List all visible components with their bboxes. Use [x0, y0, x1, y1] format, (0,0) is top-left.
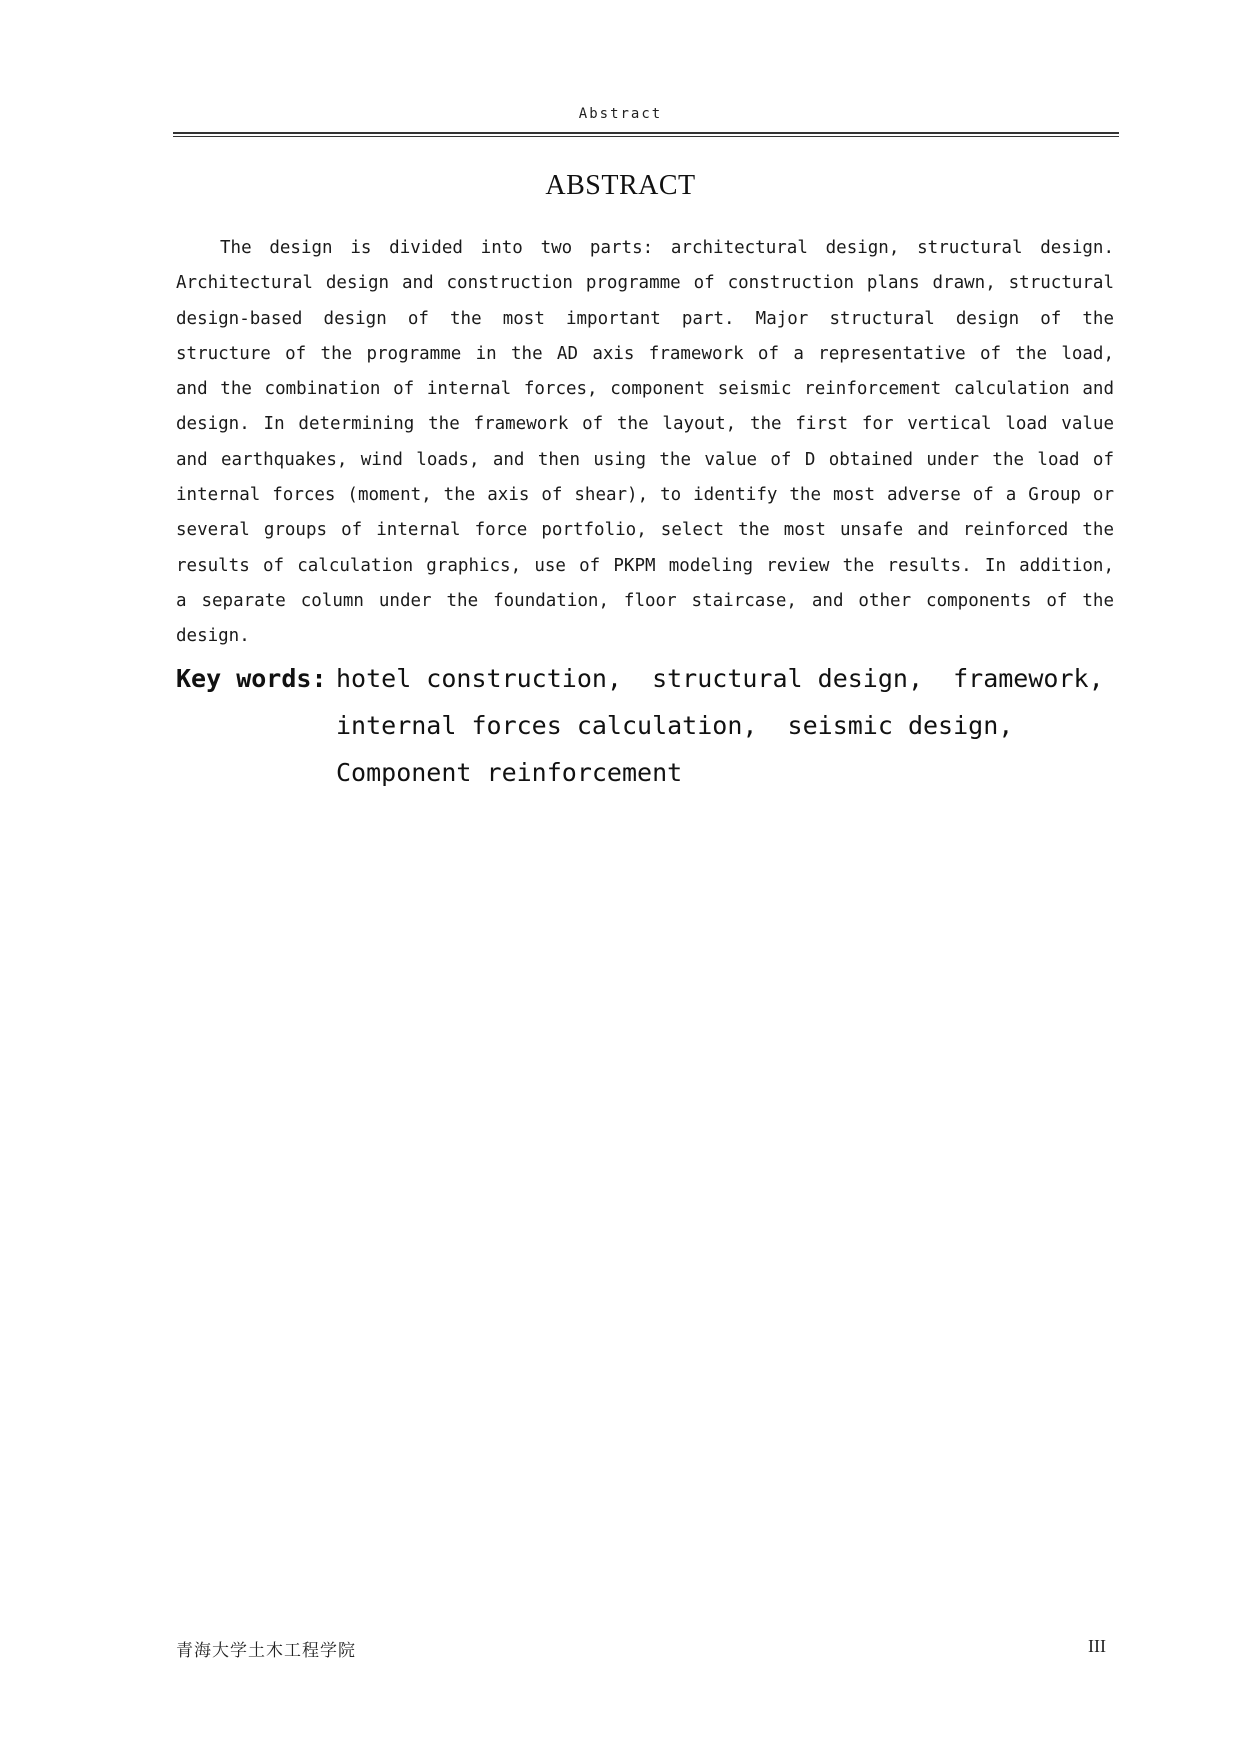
footer-institution: 青海大学土木工程学院	[176, 1641, 356, 1661]
page-title: ABSTRACT	[545, 170, 696, 201]
abstract-body-paragraph: The design is divided into two parts: architectural design, structural design. Architectural design and construction programme of construction plans drawn, structural design-based design of the most important part. Major structural design of the structure of the programme in the AD axis framework of a representative of the load, and the combination of internal forces, component seismic reinforcement calculation and design. In determining the framework of the layout, the first for vertical load value and earthquakes, wind loads, and then using the value of D obtained under the load of internal forces (moment, the axis of shear), to identify the most adverse of a Group or several groups of internal force portfolio, select the most unsafe and reinforced the results of calculation graphics, use of PKPM modeling review the results. In addition, a separate column under the foundation, floor staircase, and other components of the design.	[176, 238, 1114, 647]
keywords-list	[336, 655, 1104, 796]
keywords-line: Component reinforcement	[336, 758, 683, 787]
keywords-line: hotel construction, structural design, framework,	[336, 664, 1104, 693]
keywords-line: internal forces calculation, seismic design,	[336, 711, 1014, 740]
keywords-section	[176, 655, 1116, 796]
running-header: Abstract	[578, 106, 663, 122]
keywords-label: Key words:	[176, 664, 327, 693]
header-rule	[173, 132, 1119, 137]
footer-page-number: III	[1088, 1636, 1106, 1656]
